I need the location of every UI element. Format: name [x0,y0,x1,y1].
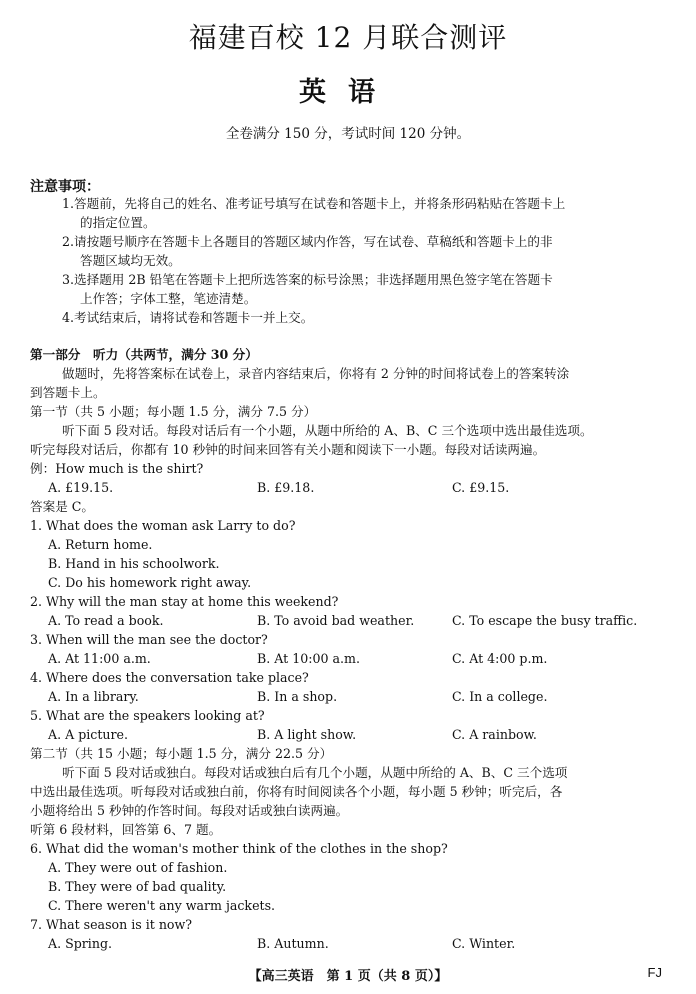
subject-title: 英语 [299,77,397,108]
q3-option-b: B. At 10:00 a.m. [257,651,360,666]
notice-line: 4.考试结束后，请将试卷和答题卡一并上交。 [62,310,314,325]
question-3: 3. When will the man see the doctor? [30,632,268,647]
question-4: 4. Where does the conversation take place? [30,670,309,685]
page-title: 福建百校 12 月联合测评 [188,21,508,54]
q1-option-a: A. Return home. [48,537,153,552]
q4-option-c: C. In a college. [452,689,548,704]
part1-intro: 到答题卡上。 [30,385,106,400]
notice-line: 的指定位置。 [80,215,156,230]
q3-option-a: A. At 11:00 a.m. [48,651,151,666]
region-code: FJ [647,965,662,980]
q6-option-c: C. There weren't any warm jackets. [48,898,276,913]
notice-line: 上作答；字体工整，笔迹清楚。 [80,291,257,306]
notice-line: 2.请按题号顺序在答题卡上各题目的答题区域内作答，写在试卷、草稿纸和答题卡上的非 [62,234,553,249]
q4-option-b: B. In a shop. [257,689,338,704]
question-2: 2. Why will the man stay at home this weekend? [30,594,339,609]
section2-instruction: 小题将给出 5 秒钟的作答时间。每段对话或独白读两遍。 [30,803,349,818]
question-5: 5. What are the speakers looking at? [30,708,265,723]
example-answer: 答案是 C。 [30,499,95,514]
section1-instruction: 听下面 5 段对话。每段对话后有一个小题，从题中所给的 A、B、C 三个选项中选出最佳选项。 [62,423,593,438]
q5-option-a: A. A picture. [48,727,128,742]
q3-option-c: C. At 4:00 p.m. [452,651,548,666]
q1-option-c: C. Do his homework right away. [48,575,252,590]
notice-line: 1.答题前，先将自己的姓名、准考证号填写在试卷和答题卡上，并将条形码粘贴在答题卡上 [62,196,566,211]
q4-option-a: A. In a library. [48,689,139,704]
q7-option-c: C. Winter. [452,936,516,951]
section1-instruction: 听完每段对话后，你都有 10 秒钟的时间来回答有关小题和阅读下一小题。每段对话读两遍。 [30,442,546,457]
section2-heading: 第二节（共 15 小题；每小题 1.5 分，满分 22.5 分） [30,746,333,761]
q7-option-a: A. Spring. [48,936,113,951]
material-line: 听第 6 段材料，回答第 6、7 题。 [30,822,222,837]
example-option-b: B. £9.18. [257,480,315,495]
part1-heading: 第一部分 听力（共两节，满分 30 分） [30,347,258,362]
section1-heading: 第一节（共 5 小题；每小题 1.5 分，满分 7.5 分） [30,404,317,419]
score-line: 全卷满分 150 分，考试时间 120 分钟。 [225,126,471,142]
q6-option-b: B. They were of bad quality. [48,879,227,894]
notice-title: 注意事项： [30,179,100,195]
page-footer: 【高三英语 第 1 页（共 8 页）】 [248,969,448,984]
section2-instruction: 中选出最佳选项。听每段对话或独白前，你将有时间阅读各个小题，每小题 5 秒钟；听完后，各 [30,784,563,799]
section2-instruction: 听下面 5 段对话或独白。每段对话或独白后有几个小题，从题中所给的 A、B、C 三个选项 [62,765,568,780]
example-option-a: A. £19.15. [48,480,114,495]
q5-option-c: C. A rainbow. [452,727,537,742]
question-6: 6. What did the woman's mother think of the clothes in the shop? [30,841,448,856]
q1-option-b: B. Hand in his schoolwork. [48,556,220,571]
notice-line: 3.选择题用 2B 铅笔在答题卡上把所选答案的标号涂黑；非选择题用黑色签字笔在答题卡 [62,272,553,287]
q5-option-b: B. A light show. [257,727,357,742]
example-option-c: C. £9.15. [452,480,510,495]
q6-option-a: A. They were out of fashion. [48,860,228,875]
q7-option-b: B. Autumn. [257,936,329,951]
q2-option-a: A. To read a book. [48,613,164,628]
question-1: 1. What does the woman ask Larry to do? [30,518,296,533]
notice-line: 答题区域均无效。 [80,253,181,268]
q2-option-b: B. To avoid bad weather. [257,613,415,628]
example-question: 例：How much is the shirt? [30,461,204,476]
part1-intro: 做题时，先将答案标在试卷上，录音内容结束后，你将有 2 分钟的时间将试卷上的答案转涂 [62,366,570,381]
q2-option-c: C. To escape the busy traffic. [452,613,638,628]
question-7: 7. What season is it now? [30,917,193,932]
